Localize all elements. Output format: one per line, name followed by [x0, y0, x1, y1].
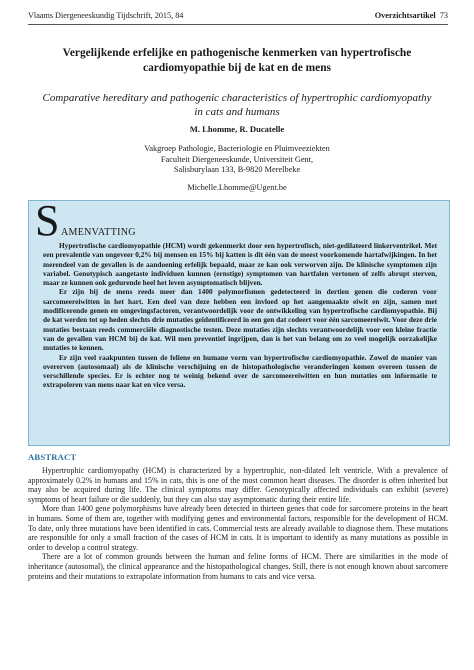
abstract-text: [28, 466, 448, 581]
page-number: 73: [439, 11, 448, 20]
abstract-paragraph: There are a lot of common grounds between the human and feline forms of HCM. There are similarities in the mode of inheritance (autosomal), the clinical appearance and the histopathological changes. Still, there is not enough known about sarcomere proteins and their mutations to extrapolate information from humans to cats and vice versa.: [28, 552, 448, 581]
affiliation-line: Faculteit Diergeneeskunde, Universiteit Gent,: [160, 154, 314, 164]
summary-heading: AMENVATTING: [61, 227, 136, 238]
summary-paragraph: Hypertrofische cardiomyopathie (HCM) wordt gekenmerkt door een hypertrofisch, niet-gedilateerd linkerventrikel. Met een prevalentie van ongeveer 0,2% bij mensen en 15% bij katten is dit één van de meest voorkomende hartafwijkingen. In het merendeel van de gevallen is de aandoening erfelijk bepaald, maar ze kan ook verworven zijn. De klinische symptomen zijn variabel. Genotypisch aangetaste individuen kunnen (ernstige) symptomen van hartfalen vertonen of zelfs abrupt sterven, maar ze kunnen ook gedurende heel het leven asymptomatisch blijven.: [43, 241, 437, 288]
summary-box: [28, 196, 450, 446]
abstract-paragraph: Hypertrophic cardiomyopathy (HCM) is characterized by a hypertrophic, non-dilated left ventricle. With a prevalence of approximately 0.2% in humans and 15% in cats, this is one of the most common heart diseases. The disorder is often inherited but may also be acquired during life. The clinical symptoms may differ. Genotypically affected individuals can exhibit (severe) symptoms of heart failure or die suddenly, but they can also stay asymptomatic during their entire life.: [28, 466, 448, 504]
article-title: Vergelijkende erfelijke en pathogenische kenmerken van hypertrofische cardiomyopathie bij de kat en de mens: [62, 47, 412, 74]
header-divider: [28, 24, 448, 25]
abstract-heading: ABSTRACT: [28, 452, 77, 462]
section-and-page: [375, 10, 448, 22]
affiliation: [40, 144, 434, 176]
affiliation-line: Salisburylaan 133, B-9820 Merelbeke: [173, 165, 301, 174]
journal-citation: Vlaams Diergeneeskundig Tijdschrift, 2015, 84: [28, 11, 184, 20]
summary-paragraph: Er zijn veel raakpunten tussen de feliene en humane vorm van hypertrofische cardiomyopathie. Zowel de manier van overerven (autosomaal) als de klinische verschijning en de histopathologische veranderingen komen overeen tussen de verschillende species. Er is echter nog te weinig bekend over de sarcomeereiwitten en hun mutaties om informatie te extrapoleren van mens naar kat en vice versa.: [43, 352, 437, 390]
contact-email[interactable]: Michelle.Lhomme@Ugent.be: [187, 183, 287, 192]
abstract-paragraph: More than 1400 gene polymorphisms have already been detected in thirteen genes that code for sarcomere proteins in the heart in humans. Some of them are, together with modifying genes and environmental factors, responsible for the development of HCM. To date, only three mutations have been identified in cats. Commercial tests are already available to diagnose them. These mutations are responsible for only a small fraction of the cases of HCM in cats. It is important to identify as many mutations as possible in order to develop a control strategy.: [28, 504, 448, 552]
summary-paragraph: Er zijn bij de mens reeds meer dan 1400 polymorfismen gedetecteerd in dertien genen die coderen voor sarcomeereiwitten in het hart. Een deel van deze hebben een invloed op het aangemaakte eiwit en zijn, samen met modificerende genen en omgevingsfactoren, verantwoordelijk voor de ontwikkeling van hypertrofische cardiomyopathie. Bij de kat werden tot op heden slechts drie mutaties geïdentificeerd in een gen dat codeert voor één sarcomeereiwit. Voor deze drie mutaties bestaan reeds commerciële diagnostische testen. Deze mutaties zijn slechts verantwoordelijk voor een kleine fractie van de gevallen van HCM bij de kat. Wil men preventief ingrijpen, dan is het van belang om zo veel mogelijk oorzakelijke mutaties te kennen.: [43, 287, 437, 353]
authors: M. Lhomme, R. Ducatelle: [189, 124, 285, 134]
summary-text: [43, 241, 437, 390]
running-header: [28, 10, 448, 22]
article-subtitle: Comparative hereditary and pathogenic characteristics of hypertrophic cardiomyopathy in cats and humans: [42, 92, 432, 118]
summary-dropcap: S: [35, 196, 60, 245]
section-label: Overzichtsartikel: [374, 11, 436, 20]
affiliation-line: Vakgroep Pathologie, Bacteriologie en Pluimveeziekten: [144, 144, 330, 153]
